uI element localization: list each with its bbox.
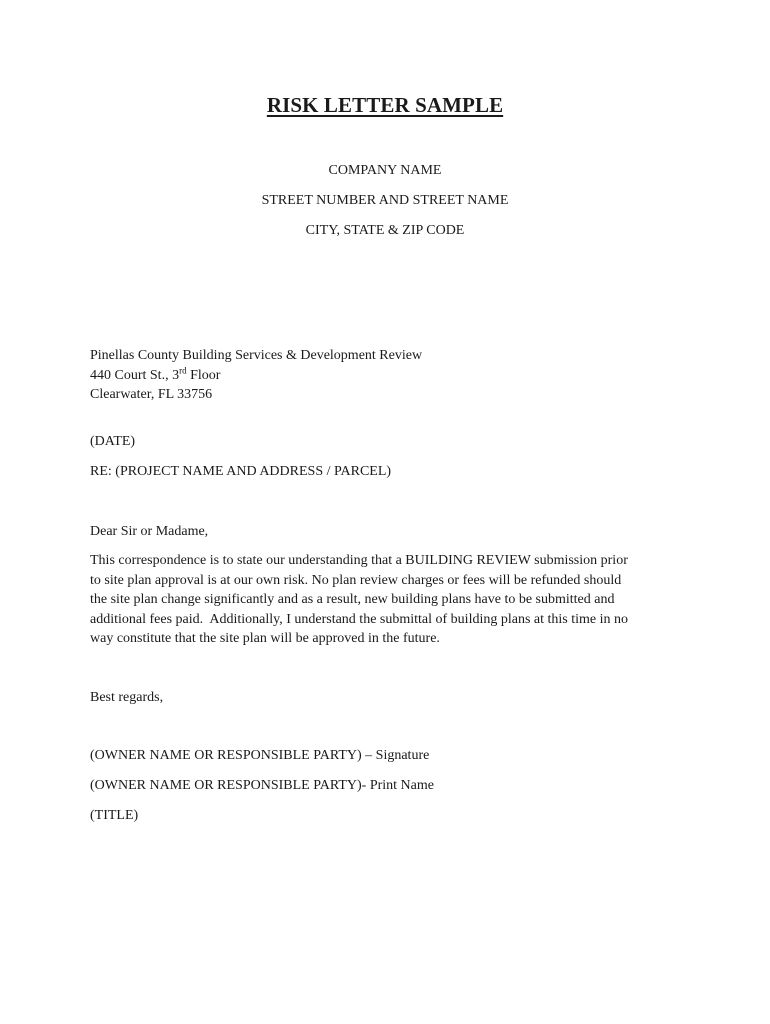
date-line: (DATE) — [90, 434, 136, 449]
body-line: This correspondence is to state our understanding that a BUILDING REVIEW submission prior — [90, 553, 628, 568]
body-line: the site plan change significantly and as a result, new building plans have to be submitted and — [90, 592, 615, 607]
body-paragraph — [90, 551, 690, 649]
company-city-state-zip: CITY, STATE & ZIP CODE — [305, 223, 465, 238]
document-title: RISK LETTER SAMPLE — [266, 93, 504, 117]
body-line: additional fees paid. Additionally, I understand the submittal of building plans at this time in no — [90, 611, 629, 627]
recipient-line-2-suffix: Floor — [186, 367, 221, 383]
body-line: to site plan approval is at our own risk. No plan review charges or fees will be refunded should — [90, 572, 622, 588]
company-street: STREET NUMBER AND STREET NAME — [261, 193, 509, 208]
recipient-line-2-superscript: rd — [179, 364, 187, 375]
company-header — [0, 162, 770, 252]
recipient-line-3: Clearwater, FL 33756 — [90, 387, 213, 402]
title-line: (TITLE) — [90, 808, 139, 823]
recipient-line-1: Pinellas County Building Services & Development Review — [90, 348, 423, 363]
body-line: way constitute that the site plan will be approved in the future. — [90, 631, 440, 646]
salutation: Dear Sir or Madame, — [90, 524, 209, 539]
re-line: RE: (PROJECT NAME AND ADDRESS / PARCEL) — [90, 464, 392, 479]
signature-line: (OWNER NAME OR RESPONSIBLE PARTY) – Signature — [90, 748, 430, 763]
company-name: COMPANY NAME — [328, 163, 442, 178]
closing: Best regards, — [90, 690, 164, 705]
recipient-line-2 — [90, 366, 690, 386]
recipient-line-2-prefix: 440 Court St., 3 — [90, 367, 180, 383]
recipient-address — [90, 346, 690, 405]
print-name-line: (OWNER NAME OR RESPONSIBLE PARTY)- Print Name — [90, 778, 434, 793]
